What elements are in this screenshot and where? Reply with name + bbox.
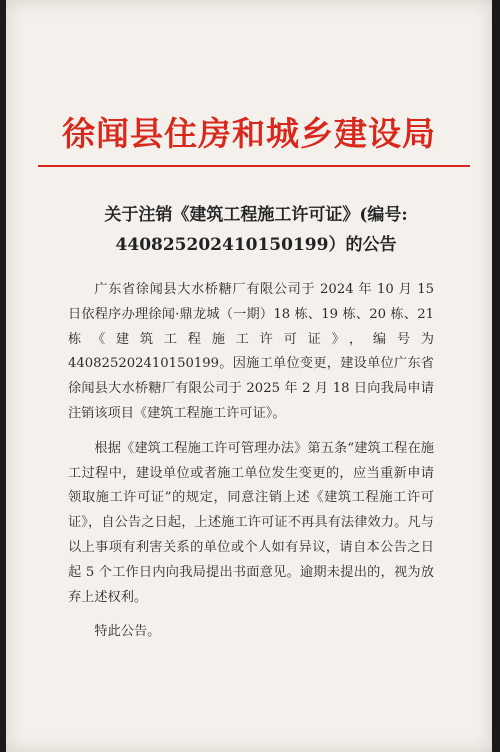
body-paragraph-closing: 特此公告。 — [94, 624, 161, 640]
notice-title-line-2: 440825202410150199）的公告 — [115, 235, 397, 255]
notice-title-line-1: 关于注销《建筑工程施工许可证》(编号: — [104, 205, 408, 225]
body-paragraph-2: 根据《建筑工程施工许可管理办法》第五条“建筑工程在施工过程中，建设单位或者施工单位发生变更的，应当重新申请领取施工许可证”的规定，同意注销上述《建筑工程施工许可证》，自公告之日起，上述施工许可证不再具有法律效力。凡与以上事项有利害关系的单位或个人如有异议，请自本公告之日起 5 个工作日内向我局提出书面意见。逾期未提出的，视为放弃上述权利。 — [68, 440, 434, 605]
body-paragraph-1: 广东省徐闻县大水桥糖厂有限公司于 2024 年 10 月 15 日依程序办理徐闻·鼎龙城（一期）18 栋、19 栋、20 栋、21 栋《建筑工程施工许可证》，编号为 440825202410150199。因施工单位变更，建设单位广东省徐闻县大水桥糖厂有限公司于 2025 年 2 月 18 日向我局申请注销该项目《建筑工程施工许可证》。 — [68, 282, 434, 421]
notice-body — [68, 278, 434, 655]
document-page — [6, 0, 492, 752]
issuing-authority-header: 徐闻县住房和城乡建设局 — [62, 114, 436, 153]
header-divider — [38, 165, 470, 167]
